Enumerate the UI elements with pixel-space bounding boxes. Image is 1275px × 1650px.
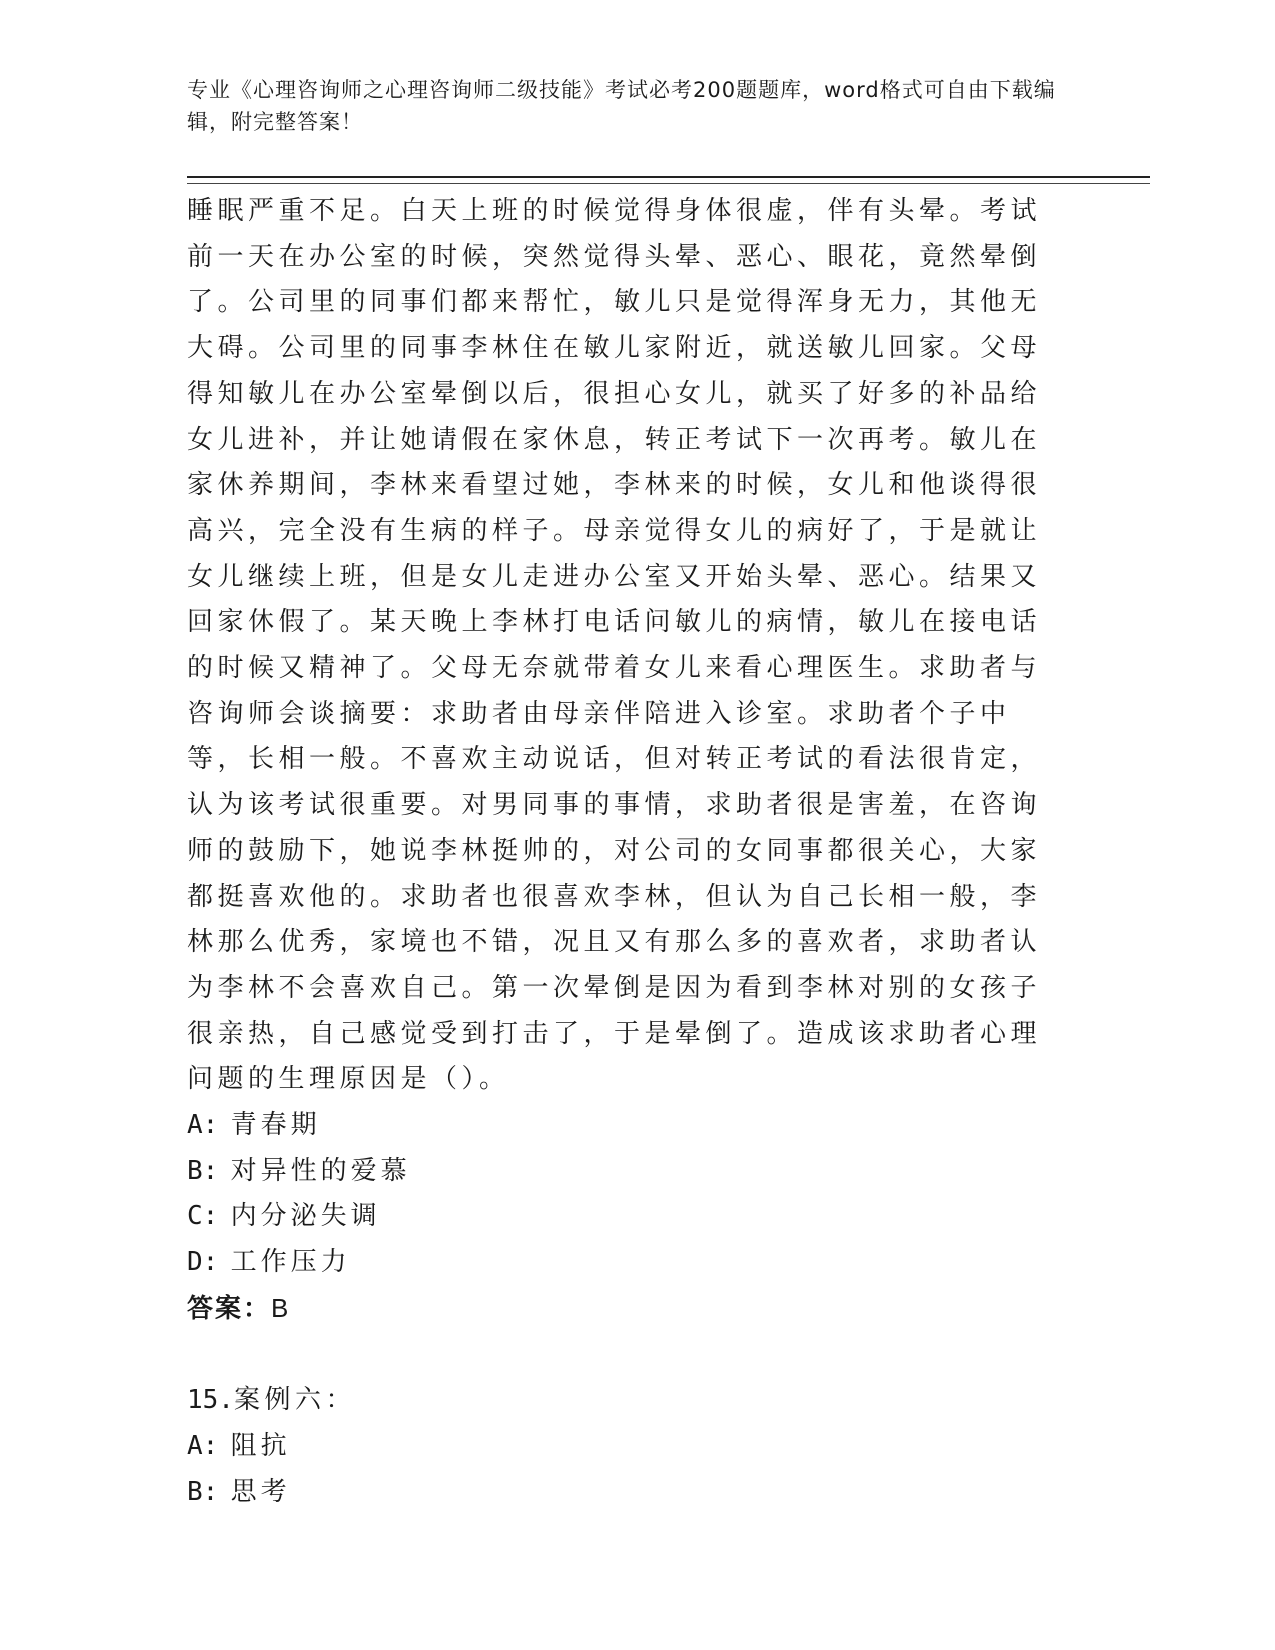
answer-value: B bbox=[271, 1292, 291, 1323]
question-15-options bbox=[187, 1424, 1057, 1515]
question-14-stem: 睡眠严重不足。白天上班的时候觉得身体很虚，伴有头晕。考试前一天在办公室的时候，突然觉得头晕、恶心、眼花，竟然晕倒了。公司里的同事们都来帮忙，敏儿只是觉得浑身无力，其他无大碍。公司里的同事李林住在敏儿家附近，就送敏儿回家。父母得知敏儿在办公室晕倒以后，很担心女儿，就买了好多的补品给女儿进补，并让她请假在家休息，转正考试下一次再考。敏儿在家休养期间，李林来看望过她，李林来的时候，女儿和他谈得很高兴，完全没有生病的样子。母亲觉得女儿的病好了，于是就让女儿继续上班，但是女儿走进办公室又开始头晕、恶心。结果又回家休假了。某天晚上李林打电话问敏儿的病情，敏儿在接电话的时候又精神了。父母无奈就带着女儿来看心理医生。求助者与咨询师会谈摘要：求助者由母亲伴陪进入诊室。求助者个子中等，长相一般。不喜欢主动说话，但对转正考试的看法很肯定，认为该考试很重要。对男同事的事情，求助者很是害羞，在咨询师的鼓励下，她说李林挺帅的，对公司的女同事都很关心，大家都挺喜欢他的。求助者也很喜欢李林，但认为自己长相一般，李林那么优秀，家境也不错，况且又有那么多的喜欢者，求助者认为李林不会喜欢自己。第一次晕倒是因为看到李林对别的女孩子很亲热，自己感觉受到打击了，于是晕倒了。造成该求助者心理问题的生理原因是（）。 bbox=[187, 196, 1042, 1095]
option-d bbox=[187, 1240, 1057, 1286]
answer-line bbox=[187, 1286, 1057, 1333]
option-text: 青春期 bbox=[230, 1110, 321, 1141]
document-body bbox=[187, 189, 1057, 1515]
option-key: B: bbox=[187, 1476, 219, 1507]
document-header-title: 专业《心理咨询师之心理咨询师二级技能》考试必考200题题库，word格式可自由下载编辑，附完整答案！ bbox=[187, 78, 1056, 134]
question-15-number: 15. bbox=[187, 1385, 234, 1416]
answer-label: 答案： bbox=[187, 1293, 272, 1324]
option-key: B: bbox=[187, 1155, 219, 1186]
option-key: A: bbox=[187, 1430, 219, 1461]
question-spacer bbox=[187, 1333, 1057, 1379]
option-c bbox=[187, 1194, 1057, 1240]
option-a bbox=[187, 1424, 1057, 1470]
option-b bbox=[187, 1470, 1057, 1516]
question-15-stem: 案例六： bbox=[233, 1385, 356, 1416]
option-key: C: bbox=[187, 1201, 219, 1232]
option-b bbox=[187, 1149, 1057, 1195]
option-text: 内分泌失调 bbox=[230, 1201, 381, 1232]
option-text: 阻抗 bbox=[230, 1430, 291, 1461]
header-divider-thick bbox=[187, 176, 1150, 178]
option-text: 对异性的爱慕 bbox=[230, 1155, 411, 1186]
option-a bbox=[187, 1103, 1057, 1149]
header-divider-thin bbox=[187, 183, 1150, 184]
question-15-stem-line bbox=[187, 1378, 1057, 1424]
question-14-options bbox=[187, 1103, 1057, 1286]
option-text: 思考 bbox=[230, 1476, 291, 1507]
option-text: 工作压力 bbox=[230, 1247, 351, 1278]
option-key: D: bbox=[187, 1247, 219, 1278]
option-key: A: bbox=[187, 1110, 219, 1141]
